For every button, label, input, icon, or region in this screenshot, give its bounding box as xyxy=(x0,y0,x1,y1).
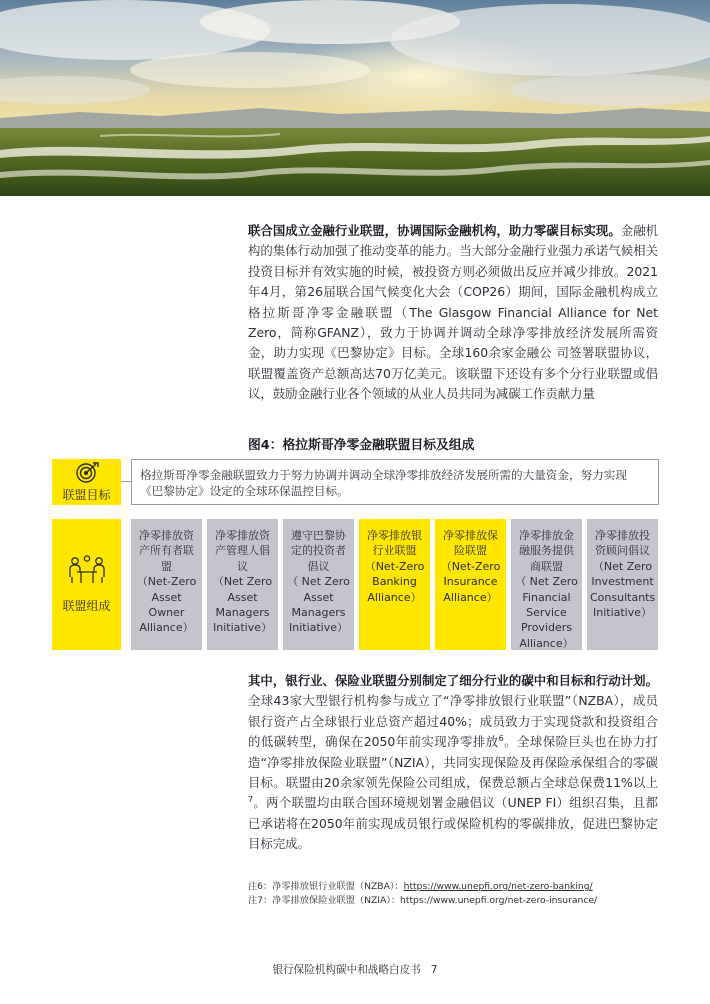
goal-label: 联盟目标 xyxy=(62,487,111,502)
intro-body: 金融机构的集体行动加强了推动变革的能力。当大部分金融行业强力承诺气候相关投资目标并有效实施的时候，被投资方则必须做出反应并减少排放。2021年4月，第26届联合国气候变化大会（COP26）期间，国际金融机构成立格拉斯哥净零金融联盟（The Glasgow Financial Alliance for Net Zero，简称GFANZ），致力于协调并调动全球净零排放经济发展所需资金，助力实现《巴黎协定》目标。全球160余家金融公 司签署联盟协议，联盟覆盖资产总额高达70万亿美元。该联盟下还设有多个分行业联盟或倡议，鼓励金融行业各个领域的从业人员共同为减碳工作贡献力量 xyxy=(248,223,659,402)
card-cn-label: 净零排放资产管理人倡议 xyxy=(215,529,270,573)
card-cn-label: 遵守巴黎协定的投资者倡议 xyxy=(291,529,346,573)
alliance-card-paris-investors xyxy=(283,519,354,650)
card-cn-label: 净零排放投资顾问倡议 xyxy=(595,529,650,558)
card-en-label: （ Net Zero Asset Managers Initiative） xyxy=(287,575,350,635)
sector-body-part3: 。两个联盟均由联合国环境规划署金融倡议（UNEP FI）组织召集，且都已承诺将在2050年前实现成员银行或保险机构的零碳排放，促进巴黎协定目标完成。 xyxy=(248,795,658,852)
card-cn-label: 净零排放金融服务提供商联盟 xyxy=(519,529,574,573)
card-en-label: （Net-Zero Asset Owner Alliance） xyxy=(136,575,197,635)
meeting-people-icon xyxy=(67,555,107,585)
footnotes xyxy=(248,880,597,907)
goal-label-box xyxy=(52,459,121,505)
card-cn-label: 净零排放保险联盟 xyxy=(443,529,498,558)
alliance-card-insurance xyxy=(435,519,506,650)
card-en-label: （Net Zero Asset Managers Initiative） xyxy=(212,575,273,635)
sector-body-part2: 。全球保险巨头也在协力打造“净零排放保险业联盟”（NZIA），共同实现保险及再保险承保组合的零碳目标。联盟由20余家领先保险公司组成，保费总额占全球总保费11%以上 xyxy=(248,734,658,791)
footnote-7 xyxy=(248,894,597,908)
alliance-card-investment-consultants xyxy=(587,519,658,650)
footnote-6-link[interactable]: https://www.unepfi.org/net-zero-banking/ xyxy=(403,881,593,892)
card-cn-label: 净零排放银行业联盟 xyxy=(367,529,422,558)
footnote-ref-7[interactable]: 7 xyxy=(248,795,254,805)
goal-connector-line xyxy=(121,481,131,482)
composition-label: 联盟组成 xyxy=(62,599,111,613)
card-en-label: （Net Zero Investment Consultants Initiative） xyxy=(590,559,656,620)
target-icon xyxy=(74,462,100,484)
alliance-card-financial-service-providers xyxy=(511,519,582,650)
footer-title: 银行保险机构碳中和战略白皮书 xyxy=(272,964,421,976)
footnote-7-link[interactable]: https://www.unepfi.org/net-zero-insurance/ xyxy=(400,894,598,906)
card-en-label: （Net-Zero Banking Alliance） xyxy=(364,559,425,604)
alliance-card-asset-owner xyxy=(131,519,202,650)
goal-description: 格拉斯哥净零金融联盟致力于努力协调并调动全球净零排放经济发展所需的大量资金，努力实现《巴黎协定》设定的全球环保温控目标。 xyxy=(131,459,659,505)
footnote-ref-6[interactable]: 6 xyxy=(498,734,504,744)
composition-label-box xyxy=(52,519,121,650)
alliance-card-asset-managers xyxy=(207,519,278,650)
page-number: 7 xyxy=(430,964,438,976)
footnote-6 xyxy=(248,880,597,894)
intro-lead: 联合国成立金融行业联盟，协调国际金融机构，助力零碳目标实现。 xyxy=(248,223,621,238)
card-en-label: （ Net Zero Financial Service Providers Alliance） xyxy=(515,575,578,650)
sector-alliances-paragraph xyxy=(248,671,658,855)
sector-lead: 其中，银行业、保险业联盟分别制定了细分行业的碳中和目标和行动计划。 xyxy=(248,673,658,688)
footnote-7-label: 注7：净零排放保险业联盟（NZIA）： xyxy=(248,894,401,906)
figure-title: 图4：格拉斯哥净零金融联盟目标及组成 xyxy=(248,438,475,453)
card-cn-label: 净零排放资产所有者联盟 xyxy=(139,529,194,573)
hero-landscape-image xyxy=(0,0,710,196)
sector-body-part1: 全球43家大型银行机构参与成立了“净零排放银行业联盟”（NZBA），成员银行资产占全球银行业总资产超过40%；成员致力于实现贷款和投资组合的低碳转型，确保在2050年前实现净零排放 xyxy=(248,693,658,750)
page-footer xyxy=(0,962,710,977)
card-en-label: （Net-Zero Insurance Alliance） xyxy=(440,559,501,604)
intro-paragraph xyxy=(248,221,658,405)
footnote-6-label: 注6：净零排放银行业联盟（NZBA）： xyxy=(248,881,404,892)
alliance-card-banking xyxy=(359,519,430,650)
